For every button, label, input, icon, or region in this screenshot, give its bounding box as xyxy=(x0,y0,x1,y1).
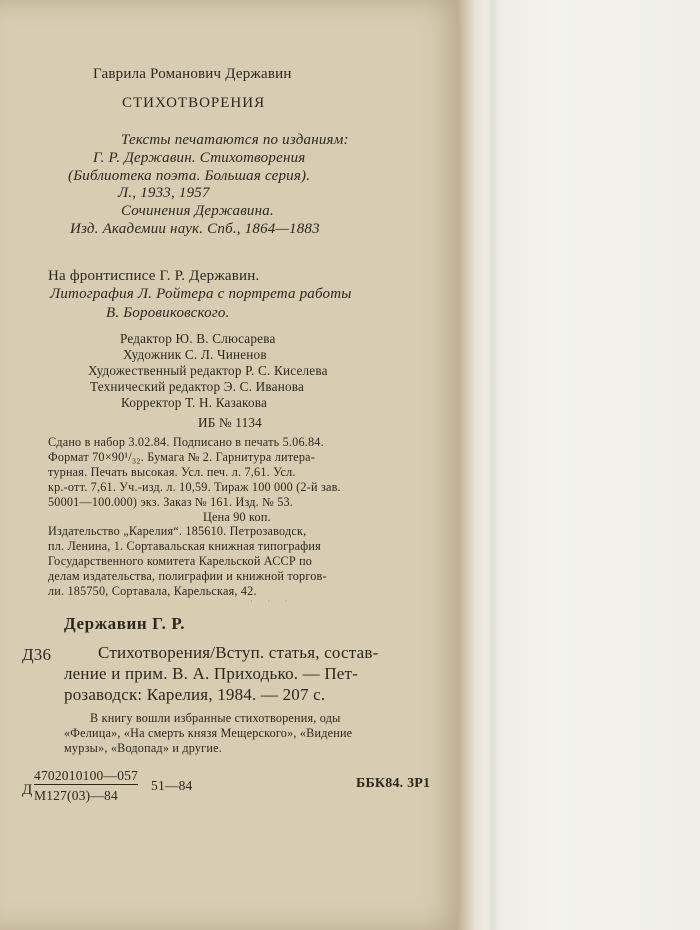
credit-tech-editor: Технический редактор Э. С. Иванова xyxy=(90,379,305,394)
author-name: Гаврила Романович Державин xyxy=(93,66,292,82)
sources-line-5: Сочинения Державина. xyxy=(121,203,274,219)
code-denominator: М127(03)—84 xyxy=(34,788,118,803)
catalog-heading: Державин Г. Р. xyxy=(64,614,186,633)
publisher-line-2: пл. Ленина, 1. Сортавальская книжная типография xyxy=(48,539,321,553)
credit-art-editor: Художественный редактор Р. С. Киселева xyxy=(88,363,328,378)
sources-line-2: Г. Р. Державин. Стихотворения xyxy=(93,150,306,166)
annotation-line-3: мурзы», «Водопад» и другие. xyxy=(64,741,222,755)
book-title: СТИХОТВОРЕНИЯ xyxy=(122,95,266,111)
credit-editor: Редактор Ю. В. Слюсарева xyxy=(120,331,276,346)
frontispiece-line-2: Литография Л. Ройтера с портрета работы xyxy=(50,286,352,302)
print-line-2: Формат 70×90¹/₃₂. Бумага № 2. Гарнитура литера- xyxy=(48,450,315,464)
catalog-index: Д36 xyxy=(22,645,52,664)
catalog-desc-line-1: Стихотворения/Вступ. статья, состав- xyxy=(98,643,379,662)
annotation-line-2: «Фелица», «На смерть князя Мещерского», «Видение xyxy=(64,726,353,740)
catalog-desc-line-3: розаводск: Карелия, 1984. — 207 с. xyxy=(64,685,326,704)
frontispiece-line-3: В. Боровиковского. xyxy=(106,305,230,321)
annotation-line-1: В книгу вошли избранные стихотворения, оды xyxy=(90,711,341,725)
code-number: 51—84 xyxy=(151,778,193,793)
right-page-blank xyxy=(486,0,700,930)
price: Цена 90 коп. xyxy=(203,510,271,524)
code-prefix: Д xyxy=(22,782,33,798)
publisher-line-3: Государственного комитета Карельской АССР по xyxy=(48,554,313,568)
credit-proofreader: Корректор Т. Н. Казакова xyxy=(121,395,268,410)
catalog-desc-line-2: ление и прим. В. А. Приходько. — Пет- xyxy=(64,664,359,683)
ib-number: ИБ № 1134 xyxy=(198,415,262,430)
code-numerator: 4702010100—057 xyxy=(34,768,139,783)
print-line-5: 50001—100.000) экз. Заказ № 161. Изд. № 53. xyxy=(48,495,294,509)
bbk-code: ББК84. 3Р1 xyxy=(356,776,431,791)
separator-dots: · · · xyxy=(250,596,294,606)
print-line-3: турная. Печать высокая. Усл. печ. л. 7,61. Усл. xyxy=(48,465,296,479)
publisher-line-1: Издательство „Карелия“. 185610. Петрозаводск, xyxy=(48,524,307,538)
book-gutter xyxy=(458,0,486,930)
sources-line-4: Л., 1933, 1957 xyxy=(118,185,210,201)
publisher-line-4: делам издательства, полиграфии и книжной торгов- xyxy=(48,569,327,583)
page-edge xyxy=(490,0,500,930)
sources-line-6: Изд. Академии наук. Спб., 1864—1883 xyxy=(70,221,320,237)
print-line-4: кр.-отт. 7,61. Уч.-изд. л. 10,59. Тираж 100 000 (2-й зав. xyxy=(48,480,341,494)
credit-artist: Художник С. Л. Чиненов xyxy=(123,347,267,362)
publisher-line-5: ли. 185750, Сортавала, Карельская, 42. xyxy=(48,584,257,598)
print-line-1: Сдано в набор 3.02.84. Подписано в печать 5.06.84. xyxy=(48,435,324,449)
sources-line-1: Тексты печатаются по изданиям: xyxy=(121,132,349,148)
frontispiece-line-1: На фронтисписе Г. Р. Державин. xyxy=(48,268,260,284)
sources-line-3: (Библиотека поэта. Большая серия). xyxy=(68,168,311,184)
